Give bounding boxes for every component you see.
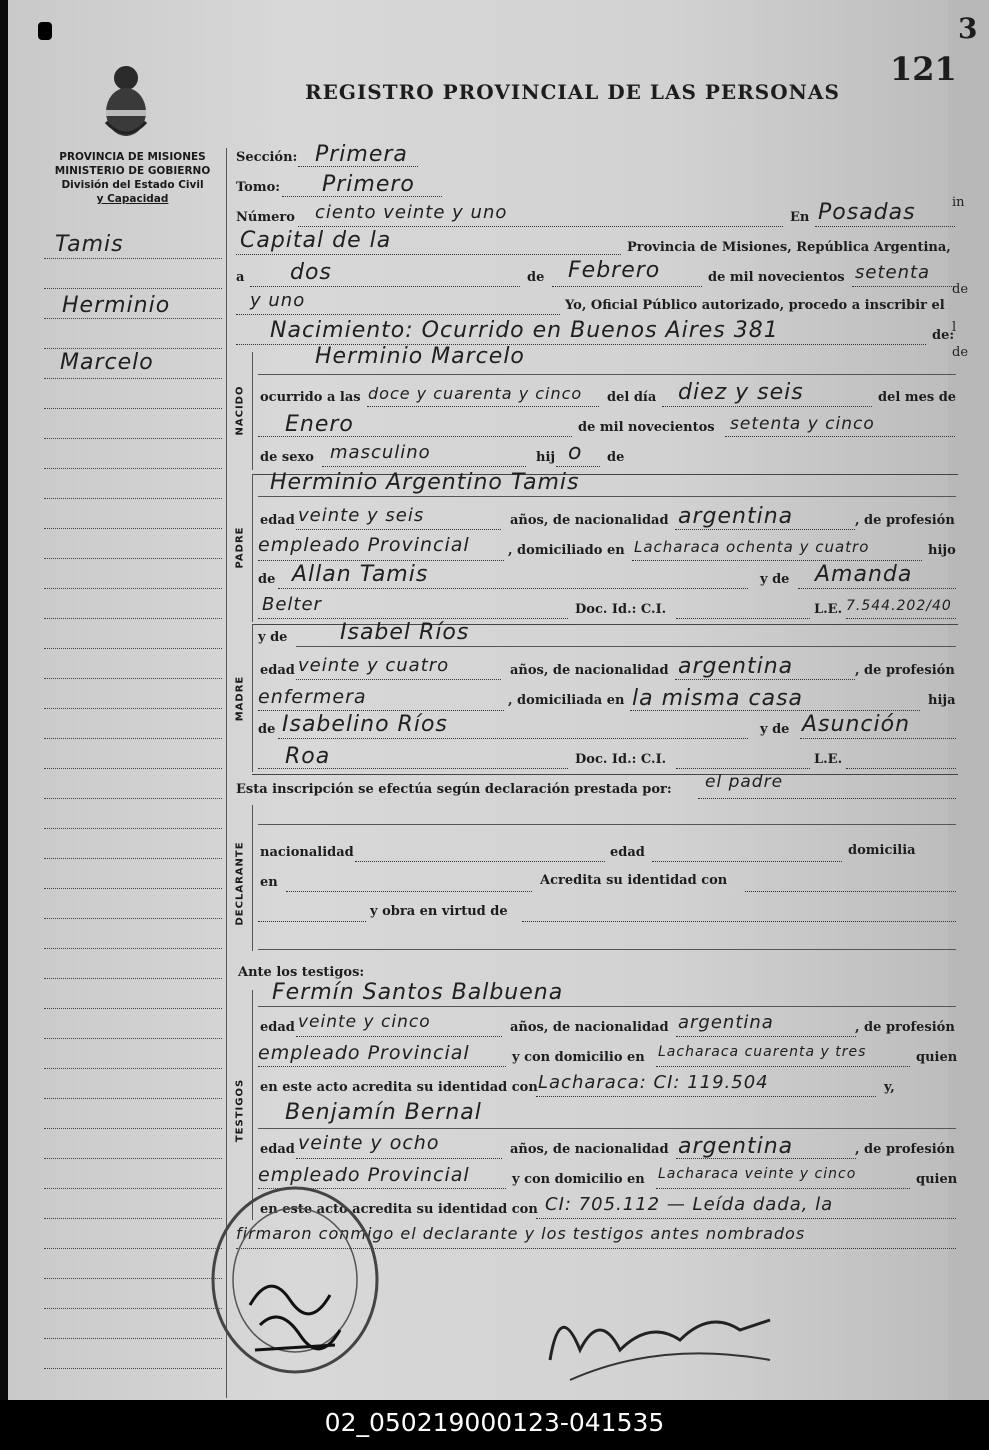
padre-edad-value: veinte y seis xyxy=(298,505,425,526)
t1-dom-label: y con domicilio en xyxy=(512,1050,645,1065)
declarante-nac-label: nacionalidad xyxy=(260,845,354,860)
en-label: En xyxy=(790,210,810,225)
ante-testigos-label: Ante los testigos: xyxy=(238,965,365,980)
anio-value: setenta xyxy=(855,262,931,283)
en-value: Posadas xyxy=(818,200,916,225)
t1-nac-label: años, de nacionalidad xyxy=(510,1020,669,1035)
madre-madre-de-cont: Roa xyxy=(285,744,331,769)
madre-prof-value: enfermera xyxy=(258,686,367,708)
mil-nac-label: de mil novecientos xyxy=(578,420,715,435)
t2-edad-label: edad xyxy=(260,1142,295,1157)
margin-ruled-line xyxy=(44,1338,222,1339)
margin-ruled-line xyxy=(44,348,222,349)
signature-witness xyxy=(540,1280,780,1390)
margin-ruled-line xyxy=(44,1308,222,1309)
margin-ruled-line xyxy=(44,1008,222,1009)
t2-id-value: CI: 705.112 — Leída dada, la xyxy=(545,1194,834,1215)
madre-de-label: de xyxy=(258,722,276,737)
padre-prof-value: empleado Provincial xyxy=(258,534,470,556)
del-dia-label: del día xyxy=(607,390,657,405)
de-nac-label: de xyxy=(607,450,625,465)
madre-dom-value: la misma casa xyxy=(632,686,804,711)
padre-madre-de-value: Amanda xyxy=(815,562,913,587)
padre-name: Herminio Argentino Tamis xyxy=(270,470,580,495)
madre-de-value: Isabelino Ríos xyxy=(282,712,448,737)
corner-mark: 3 xyxy=(958,12,978,45)
declarante-obra-label: y obra en virtud de xyxy=(370,904,508,919)
margin-ruled-line xyxy=(44,378,222,379)
madre-name: Isabel Ríos xyxy=(340,620,470,645)
t2-quien-label: quien xyxy=(916,1172,958,1187)
padre-dom-label: , domiciliado en xyxy=(508,543,625,558)
declarante-en-label: en xyxy=(260,875,278,890)
testigo2-name: Benjamín Bernal xyxy=(285,1100,482,1125)
provincia-text: Provincia de Misiones, República Argentina, xyxy=(627,240,951,255)
margin-ruled-line xyxy=(44,1158,222,1159)
oficial-text: Yo, Oficial Público autorizado, procedo a inscribir el xyxy=(565,298,945,313)
dia-value: dos xyxy=(290,260,332,285)
margin-ruled-line xyxy=(44,948,222,949)
padre-prof-label: , de profesión xyxy=(855,513,955,528)
padre-le-value: 7.544.202/40 xyxy=(846,598,952,614)
closing-text: firmaron conmigo el declarante y los testigos antes nombrados xyxy=(236,1224,806,1243)
margin-ruled-line xyxy=(44,318,222,319)
hijo-label: hijo xyxy=(928,543,956,558)
madre-yde-label: y de xyxy=(258,630,288,645)
declarante-section-label: DECLARANTE xyxy=(234,841,246,926)
nacido-section-label: NACIDO xyxy=(234,385,246,436)
t1-acredita-label: en este acto acredita su identidad con xyxy=(260,1080,538,1095)
footer-code: 02_050219000123-041535 xyxy=(0,1400,989,1450)
t2-edad-value: veinte y ocho xyxy=(298,1132,440,1154)
padre-doc-label: Doc. Id.: C.I. xyxy=(575,602,667,617)
margin-ruled-line xyxy=(44,1098,222,1099)
sexo-value: masculino xyxy=(330,442,431,463)
madre-edad-label: edad xyxy=(260,663,295,678)
margin-second-name: Marcelo xyxy=(60,350,154,375)
t1-nac-value: argentina xyxy=(678,1012,774,1033)
margin-ruled-line xyxy=(44,438,222,439)
t1-id-value: Lacharaca: CI: 119.504 xyxy=(538,1072,769,1093)
signature-official xyxy=(240,1265,350,1365)
hij-value: o xyxy=(568,440,583,465)
ministry-line: PROVINCIA DE MISIONES xyxy=(59,151,206,163)
mes-value: Febrero xyxy=(568,258,661,283)
seccion-value: Primera xyxy=(315,142,408,167)
padre-nac-label: años, de nacionalidad xyxy=(510,513,669,528)
capital-value: Capital de la xyxy=(240,228,392,253)
t2-dom-value: Lacharaca veinte y cinco xyxy=(658,1166,857,1182)
tomo-label: Tomo: xyxy=(236,180,281,195)
numero-value: ciento veinte y uno xyxy=(315,202,508,223)
margin-ruled-line xyxy=(44,1128,222,1129)
margin-ruled-line xyxy=(44,768,222,769)
declarante-acredita-label: Acredita su identidad con xyxy=(540,873,728,888)
strip-text: de xyxy=(952,282,969,297)
t2-nac-value: argentina xyxy=(678,1134,794,1159)
margin-ruled-line xyxy=(44,738,222,739)
a-label: a xyxy=(236,270,245,285)
ministry-block xyxy=(40,150,225,206)
punch-hole xyxy=(38,22,52,40)
t1-edad-value: veinte y cinco xyxy=(298,1012,431,1032)
margin-ruled-line xyxy=(44,918,222,919)
declaracion-value: el padre xyxy=(705,772,784,792)
anio-nac-value: setenta y cinco xyxy=(730,414,875,434)
t2-nac-label: años, de nacionalidad xyxy=(510,1142,669,1157)
padre-madre-de-cont: Belter xyxy=(262,594,322,615)
testigos-section-label: TESTIGOS xyxy=(234,1078,246,1143)
margin-ruled-line xyxy=(44,288,222,289)
margin-surname: Tamis xyxy=(55,232,124,257)
t2-prof-label: , de profesión xyxy=(855,1142,955,1157)
madre-le-label: L.E. xyxy=(814,752,843,767)
padre-de-label: de xyxy=(258,572,276,587)
margin-first-name: Herminio xyxy=(62,293,171,318)
ministry-line: MINISTERIO DE GOBIERNO xyxy=(54,165,211,177)
t1-prof-label: , de profesión xyxy=(855,1020,955,1035)
t1-edad-label: edad xyxy=(260,1020,295,1035)
testigo1-name: Fermín Santos Balbuena xyxy=(272,980,564,1005)
padre-le-label: L.E. xyxy=(814,602,843,617)
t1-quien-label: quien xyxy=(916,1050,958,1065)
declaracion-text: Esta inscripción se efectúa según declaración prestada por: xyxy=(236,782,672,797)
margin-ruled-line xyxy=(44,588,222,589)
margin-ruled-line xyxy=(44,1248,222,1249)
de-end-label: de: xyxy=(932,328,955,343)
margin-ruled-line xyxy=(44,798,222,799)
tomo-value: Primero xyxy=(322,172,415,197)
sexo-label: de sexo xyxy=(260,450,314,465)
madre-nac-label: años, de nacionalidad xyxy=(510,663,669,678)
t1-y-label: y, xyxy=(884,1080,895,1095)
t1-dom-value: Lacharaca cuarenta y tres xyxy=(658,1044,867,1060)
strip-text: de xyxy=(952,345,969,360)
margin-ruled-line xyxy=(44,558,222,559)
margin-ruled-line xyxy=(44,618,222,619)
margin-ruled-line xyxy=(44,888,222,889)
padre-de-value: Allan Tamis xyxy=(292,562,429,587)
page-title: REGISTRO PROVINCIAL DE LAS PERSONAS xyxy=(305,80,840,104)
margin-ruled-line xyxy=(44,708,222,709)
margin-ruled-line xyxy=(44,258,222,259)
padre-yde-label: y de xyxy=(760,572,790,587)
margin-ruled-line xyxy=(44,648,222,649)
t2-prof-value: empleado Provincial xyxy=(258,1164,470,1186)
nacimiento-value: Nacimiento: Ocurrido en Buenos Aires 381 xyxy=(270,318,779,343)
dia-nac-value: diez y seis xyxy=(678,380,804,405)
madre-section-label: MADRE xyxy=(234,675,246,722)
del-mes-label: del mes de xyxy=(878,390,957,405)
madre-madre-de-value: Asunción xyxy=(802,712,911,737)
margin-ruled-line xyxy=(44,498,222,499)
padre-dom-value: Lacharaca ochenta y cuatro xyxy=(634,538,870,556)
margin-ruled-line xyxy=(44,468,222,469)
ocurrido-label: ocurrido a las xyxy=(260,390,361,405)
margin-ruled-line xyxy=(44,1278,222,1279)
margin-ruled-line xyxy=(44,678,222,679)
margin-ruled-line xyxy=(44,1038,222,1039)
seccion-label: Sección: xyxy=(236,150,298,165)
madre-doc-label: Doc. Id.: C.I. xyxy=(575,752,667,767)
margin-ruled-line xyxy=(44,1068,222,1069)
hij-label: hij xyxy=(536,450,556,465)
ministry-line: y Capacidad xyxy=(96,193,169,205)
margin-ruled-line xyxy=(44,858,222,859)
hija-label: hija xyxy=(928,693,956,708)
page-number: 121 xyxy=(890,50,957,88)
ministry-line: División del Estado Civil xyxy=(61,179,204,191)
margin-ruled-line xyxy=(44,528,222,529)
de-label: de xyxy=(527,270,545,285)
madre-edad-value: veinte y cuatro xyxy=(298,655,450,676)
t2-acredita-label: en este acto acredita su identidad con xyxy=(260,1202,538,1217)
margin-ruled-line xyxy=(44,1218,222,1219)
hora-value: doce y cuarenta y cinco xyxy=(368,384,583,403)
mil-text: de mil novecientos xyxy=(708,270,845,285)
margin-ruled-line xyxy=(44,1188,222,1189)
declarante-domicilia-label: domicilia xyxy=(848,843,916,858)
margin-ruled-line xyxy=(44,1368,222,1369)
t1-prof-value: empleado Provincial xyxy=(258,1042,470,1064)
margin-ruled-line xyxy=(44,408,222,409)
coat-of-arms-icon xyxy=(100,62,152,144)
madre-dom-label: , domiciliada en xyxy=(508,693,625,708)
mes-nac-value: Enero xyxy=(285,412,354,437)
numero-label: Número xyxy=(236,210,295,225)
nacido-name: Herminio Marcelo xyxy=(315,344,525,369)
declarante-edad-label: edad xyxy=(610,845,645,860)
madre-prof-label: , de profesión xyxy=(855,663,955,678)
padre-nac-value: argentina xyxy=(678,504,794,529)
padre-section-label: PADRE xyxy=(234,526,246,569)
madre-nac-value: argentina xyxy=(678,654,794,679)
strip-text: l xyxy=(952,320,957,335)
padre-edad-label: edad xyxy=(260,513,295,528)
t2-dom-label: y con domicilio en xyxy=(512,1172,645,1187)
madre-yde2-label: y de xyxy=(760,722,790,737)
margin-ruled-line xyxy=(44,828,222,829)
margin-ruled-line xyxy=(44,978,222,979)
anio-cont: y uno xyxy=(250,290,306,311)
strip-text: in xyxy=(952,195,965,210)
